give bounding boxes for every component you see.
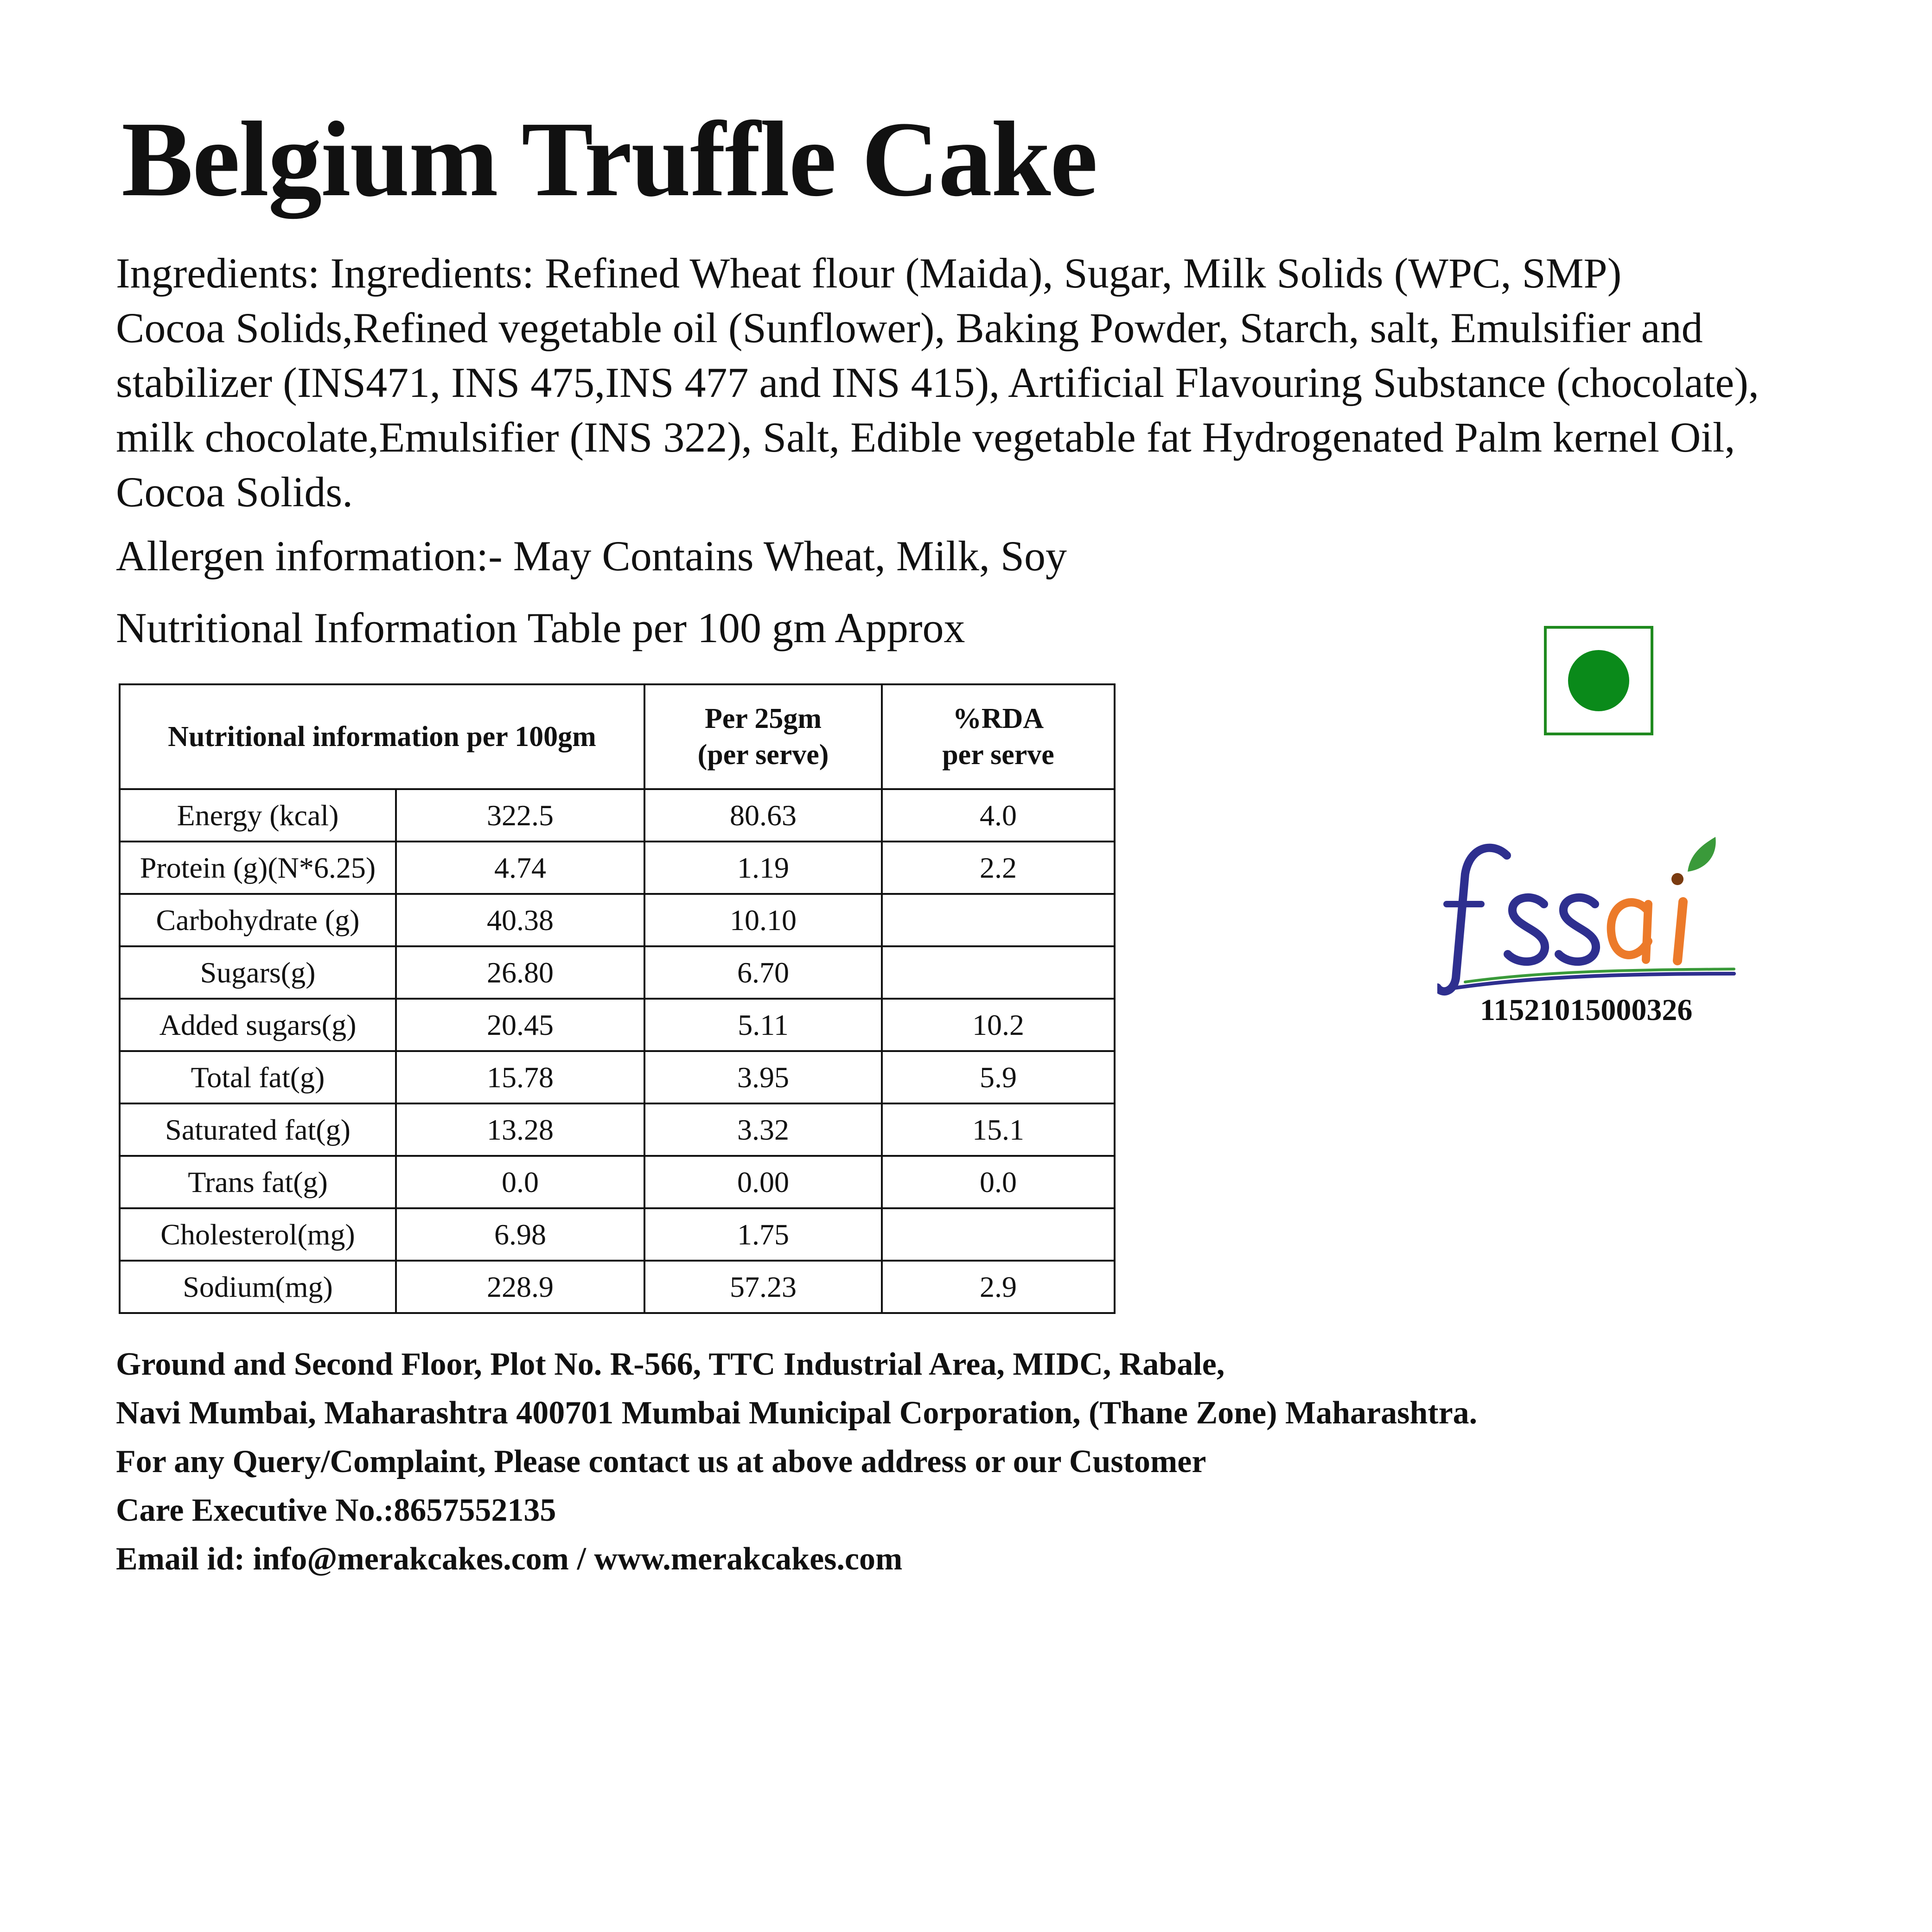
veg-dot-icon (1568, 650, 1629, 711)
nutrient-name: Added sugars(g) (120, 999, 396, 1051)
nutrient-per100: 0.0 (396, 1156, 644, 1208)
nutrient-per25: 5.11 (644, 999, 882, 1051)
nutrient-per25: 1.19 (644, 842, 882, 894)
table-row (120, 1156, 1115, 1208)
nutrient-per25: 80.63 (644, 789, 882, 842)
address-line: Ground and Second Floor, Plot No. R-566, TTC Industrial Area, MIDC, Rabale, (116, 1346, 1225, 1382)
nutrient-per100: 4.74 (396, 842, 644, 894)
nutrient-name: Carbohydrate (g) (120, 894, 396, 946)
table-row (120, 842, 1115, 894)
table-row (120, 1103, 1115, 1156)
table-row (120, 999, 1115, 1051)
table-row (120, 946, 1115, 999)
nutrient-rda: 5.9 (882, 1051, 1115, 1103)
ingredients-line: milk chocolate,Emulsifier (INS 322), Salt, Edible vegetable fat Hydrogenated Palm kernel Oil, (116, 414, 1735, 461)
veg-mark-icon (1544, 626, 1653, 735)
nutrient-name: Cholesterol(mg) (120, 1208, 396, 1261)
nutrient-name: Energy (kcal) (120, 789, 396, 842)
nutrient-per100: 228.9 (396, 1261, 644, 1313)
table-row (120, 1261, 1115, 1313)
nutrition-heading: Nutritional Information Table per 100 gm Approx (116, 604, 965, 651)
nutrient-per25: 1.75 (644, 1208, 882, 1261)
nutrient-per100: 322.5 (396, 789, 644, 842)
fssai-f-glyph (1437, 848, 1507, 992)
table-row (120, 789, 1115, 842)
nutrient-rda (882, 946, 1115, 999)
contact-email: Email id: info@merakcakes.com / www.merakcakes.com (116, 1541, 903, 1577)
header-rda: %RDA per serve (882, 684, 1115, 789)
nutrient-per25: 0.00 (644, 1156, 882, 1208)
address-line: Navi Mumbai, Maharashtra 400701 Mumbai Municipal Corporation, (Thane Zone) Maharashtra. (116, 1395, 1478, 1431)
ingredients-text (116, 246, 1785, 519)
nutrient-rda: 2.9 (882, 1261, 1115, 1313)
fssai-s1-glyph (1508, 898, 1545, 962)
ingredients-line: Cocoa Solids,Refined vegetable oil (Sunflower), Baking Powder, Starch, salt, Emulsifier and (116, 304, 1703, 351)
nutrient-name: Saturated fat(g) (120, 1103, 396, 1156)
nutrient-name: Total fat(g) (120, 1051, 396, 1103)
nutrient-per100: 26.80 (396, 946, 644, 999)
fssai-logo-icon (1437, 835, 1762, 1001)
nutrient-per25: 3.32 (644, 1103, 882, 1156)
nutrient-rda (882, 1208, 1115, 1261)
contact-line: For any Query/Complaint, Please contact us at above address or our Customer (116, 1444, 1206, 1479)
nutrient-per25: 10.10 (644, 894, 882, 946)
nutrient-per25: 3.95 (644, 1051, 882, 1103)
header-per-serve: Per 25gm (per serve) (644, 684, 882, 789)
fssai-license-number: 11521015000326 (1480, 993, 1693, 1027)
nutrient-per100: 13.28 (396, 1103, 644, 1156)
nutrient-per25: 6.70 (644, 946, 882, 999)
fssai-i-glyph (1677, 902, 1683, 961)
nutrient-rda: 4.0 (882, 789, 1115, 842)
nutrient-rda: 0.0 (882, 1156, 1115, 1208)
fssai-s2-glyph (1559, 898, 1596, 962)
nutrient-name: Sugars(g) (120, 946, 396, 999)
table-row (120, 894, 1115, 946)
fssai-swoosh-blue (1442, 974, 1734, 990)
table-row (120, 1208, 1115, 1261)
nutrient-name: Protein (g)(N*6.25) (120, 842, 396, 894)
fssai-dot-icon (1671, 873, 1683, 885)
ingredients-line: stabilizer (INS471, INS 475,INS 477 and INS 415), Artificial Flavouring Substance (chocolate), (116, 359, 1759, 406)
header-nutrient-per100: Nutritional information per 100gm (120, 684, 644, 789)
nutrition-table (119, 683, 1116, 1314)
nutrient-per100: 6.98 (396, 1208, 644, 1261)
nutrient-name: Sodium(mg) (120, 1261, 396, 1313)
product-title: Belgium Truffle Cake (121, 100, 1097, 219)
nutrient-per25: 57.23 (644, 1261, 882, 1313)
fssai-leaf-icon (1688, 837, 1716, 872)
nutrient-rda: 2.2 (882, 842, 1115, 894)
address-block (116, 1340, 1477, 1583)
allergen-info: Allergen information:- May Contains Wheat, Milk, Soy (116, 532, 1067, 580)
nutrient-rda (882, 894, 1115, 946)
nutrient-per100: 15.78 (396, 1051, 644, 1103)
ingredients-line: Cocoa Solids. (116, 468, 353, 516)
ingredients-line: Ingredients: Ingredients: Refined Wheat flour (Maida), Sugar, Milk Solids (WPC, SMP) (116, 249, 1622, 297)
nutrient-name: Trans fat(g) (120, 1156, 396, 1208)
fssai-a-glyph (1611, 902, 1648, 960)
nutrient-per100: 40.38 (396, 894, 644, 946)
nutrition-table-header-row (120, 684, 1115, 789)
nutrient-rda: 15.1 (882, 1103, 1115, 1156)
nutrient-per100: 20.45 (396, 999, 644, 1051)
table-row (120, 1051, 1115, 1103)
contact-phone: Care Executive No.:8657552135 (116, 1492, 556, 1528)
nutrient-rda: 10.2 (882, 999, 1115, 1051)
